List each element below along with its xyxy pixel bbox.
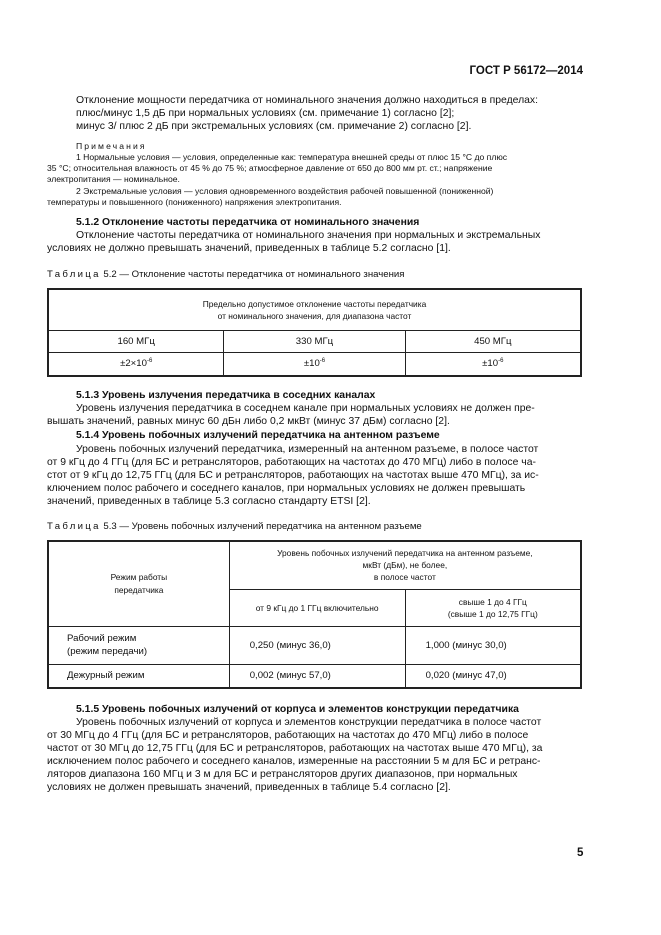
caption-text: 5.3 — Уровень побочных излучений передатчика на антенном разъеме — [100, 521, 422, 532]
intro-line-3: минус 3/ плюс 2 дБ при экстремальных условиях (см. примечание 2) согласно [2]. — [76, 121, 472, 132]
section-heading-5-1-4: 5.1.4 Уровень побочных излучений передатчика на антенном разъеме — [76, 430, 440, 441]
note-line-1: 1 Нормальные условия — условия, определенные как: температура внешней среды от плюс 15 °С до плюс — [76, 152, 508, 162]
band-col-2-line: свыше 1 до 4 ГГц — [458, 596, 527, 607]
note-line-5: температуры и повышенного (пониженного) напряжения электропитания. — [47, 197, 342, 207]
tolerance-cell — [405, 352, 581, 376]
tolerance-cell — [48, 352, 224, 376]
s515-line-2: от 30 МГц до 4 ГГц (для БС и ретрансляторов, работающих на частотах до 470 МГц) либо в полосе — [47, 730, 529, 741]
table-5-2 — [47, 288, 582, 377]
band-cell: 330 МГц — [224, 330, 405, 352]
tolerance-exp: -6 — [498, 358, 504, 365]
s515-line-5: ляторов диапазона 160 МГц и 3 м для БС и ретрансляторов других диапазонов, при нормальных — [47, 769, 518, 780]
page-number: 5 — [577, 847, 584, 859]
s513-line-1: Уровень излучения передатчика в соседнем канале при нормальных условиях не должен пре- — [76, 403, 535, 414]
note-line-4: 2 Экстремальные условия — условия одновременного воздействия рабочей повышенной (пониженной) — [76, 186, 494, 196]
level-header — [229, 541, 581, 589]
section-heading-5-1-3: 5.1.3 Уровень излучения передатчика в соседних каналах — [76, 390, 376, 401]
header-line: Предельно допустимое отклонение частоты передатчика — [202, 298, 427, 309]
band-cell: 450 МГц — [405, 330, 581, 352]
s514-line-5: значений, приведенных в таблице 5.3 согласно стандарту ETSI [2]. — [47, 496, 371, 507]
tolerance-base: ±10 — [303, 358, 320, 370]
mode-cell: Дежурный режим — [48, 664, 229, 688]
mode-header-line: передатчика — [114, 585, 164, 596]
table-row — [48, 664, 581, 688]
level-header-line: мкВт (дБм), не более, — [362, 560, 448, 571]
s513-line-2: вышать значений, равных минус 60 дБн либо 0,2 мкВт (минус 37 дБм) согласно [2]. — [47, 416, 450, 427]
band-col-1: от 9 кГц до 1 ГГц включительно — [229, 589, 405, 626]
s514-line-3: стот от 9 кГц до 12,75 ГГц (для БС и ретрансляторов, работающих на частотах выше 470 МГц), за ис- — [47, 470, 539, 481]
tolerance-exp: -6 — [319, 358, 326, 365]
document-header: ГОСТ Р 56172—2014 — [469, 65, 583, 77]
band-col-2 — [405, 589, 581, 626]
s515-line-4: исключением полос рабочего и соседнего каналов, измеренные на расстоянии 5 м для БС и ретранс- — [47, 756, 541, 767]
level-cell: 0,002 (минус 57,0) — [229, 664, 405, 688]
s512-line-1: Отклонение частоты передатчика от номинального значения при нормальных и экстремальных — [76, 230, 541, 241]
s512-line-2: условиях не должно превышать значений, приведенных в таблице 5.2 согласно [1]. — [47, 243, 451, 254]
s514-line-4: ключением полос рабочего и соседнего каналов, при нормальных условиях не должен превышать — [47, 483, 526, 494]
tolerance-exp: -6 — [146, 358, 153, 365]
intro-line-1: Отклонение мощности передатчика от номинального значения должно находиться в пределах: — [76, 95, 538, 106]
notes-heading: Примечания — [76, 141, 147, 151]
s514-line-1: Уровень побочных излучений передатчика, измеренный на антенном разъеме, в полосе частот — [76, 444, 539, 455]
table-5-2-caption — [47, 269, 404, 280]
level-cell: 1,000 (минус 30,0) — [405, 626, 581, 664]
section-heading-5-1-5: 5.1.5 Уровень побочных излучений от корпуса и элементов конструкции передатчика — [76, 704, 519, 715]
mode-cell — [48, 626, 229, 664]
mode-header-line: Режим работы — [110, 572, 168, 583]
caption-text: 5.2 — Отклонение частоты передатчика от номинального значения — [100, 269, 405, 280]
s515-line-6: условиях не должен превышать значений, приведенных в таблице 5.4 согласно [2]. — [47, 782, 451, 793]
level-cell: 0,020 (минус 47,0) — [405, 664, 581, 688]
band-cell: 160 МГц — [48, 330, 224, 352]
intro-line-2: плюс/минус 1,5 дБ при нормальных условиях (см. примечание 1) согласно [2]; — [76, 108, 455, 119]
s515-line-1: Уровень побочных излучений от корпуса и элементов конструкции передатчика в полосе частот — [76, 717, 542, 728]
note-line-2: 35 °С; относительная влажность от 45 % до 75 %; атмосферное давление от 650 до 800 мм рт. ст.; напряжение — [47, 163, 493, 173]
tolerance-base: ±2×10 — [120, 358, 147, 370]
table-5-2-header — [48, 289, 581, 330]
mode-line: (режим передачи) — [67, 646, 148, 657]
band-col-2-line: (свыше 1 до 12,75 ГГц) — [447, 608, 538, 619]
caption-prefix: Таблица — [47, 521, 101, 532]
table-5-3 — [47, 540, 582, 689]
table-row — [48, 626, 581, 664]
level-header-line: в полосе частот — [373, 572, 436, 583]
mode-line: Рабочий режим — [67, 633, 137, 644]
level-header-line: Уровень побочных излучений передатчика на антенном разъеме, — [277, 548, 533, 559]
table-5-3-caption — [47, 521, 422, 532]
note-line-3: электропитания — номинальное. — [47, 174, 180, 184]
caption-prefix: Таблица — [47, 269, 101, 280]
s514-line-2: от 9 кГц до 4 ГГц (для БС и ретрансляторов, работающих на частотах до 470 МГц) либо в полосе ча- — [47, 457, 536, 468]
section-heading-5-1-2: 5.1.2 Отклонение частоты передатчика от номинального значения — [76, 217, 420, 228]
mode-header — [48, 541, 229, 626]
tolerance-base: ±10 — [482, 358, 499, 370]
level-cell: 0,250 (минус 36,0) — [229, 626, 405, 664]
header-line: от номинального значения, для диапазона частот — [217, 310, 412, 321]
s515-line-3: частот от 30 МГц до 12,75 ГГц (для БС и ретрансляторов, работающих на частотах выше 470 МГц), за — [47, 743, 543, 754]
tolerance-cell — [224, 352, 405, 376]
